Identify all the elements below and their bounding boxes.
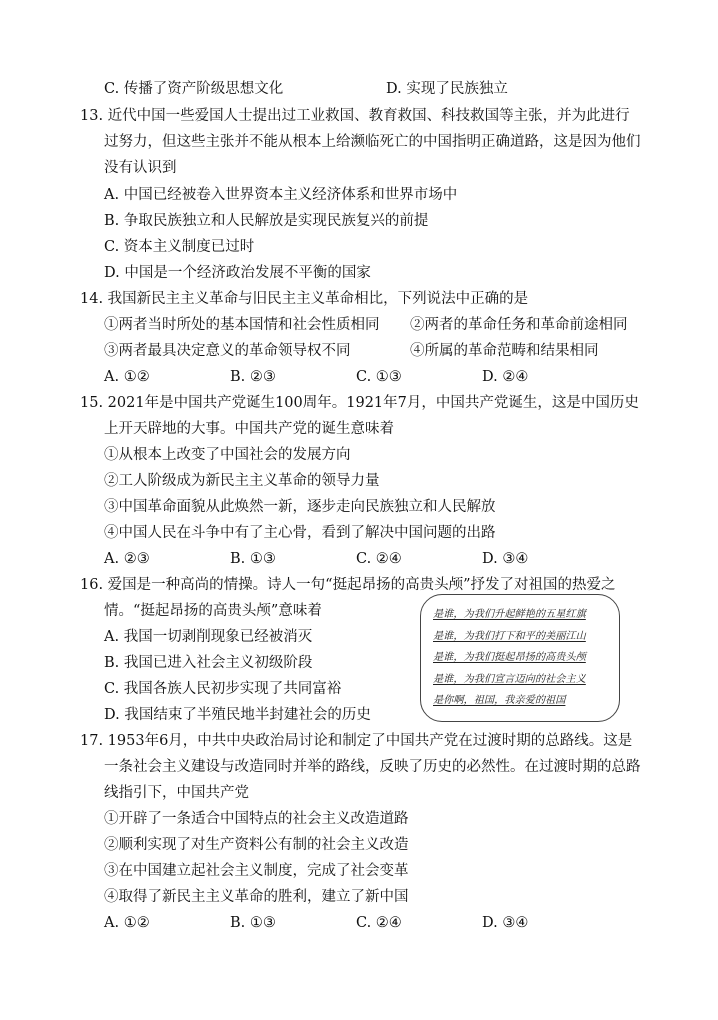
q15-choice-b: B. ①③ bbox=[230, 551, 276, 567]
q16-option-b: B. 我国已进入社会主义初级阶段 bbox=[104, 655, 313, 671]
poem-line-1: 是谁，为我们升起鲜艳的五星红旗 bbox=[433, 609, 586, 620]
q12-option-d: D. 实现了民族独立 bbox=[386, 81, 508, 97]
q14-choice-b: B. ②③ bbox=[230, 369, 276, 385]
q17-stem-line-3: 线指引下，中国共产党 bbox=[104, 785, 249, 801]
q14-stem: 14. 我国新民主主义革命与旧民主主义革命相比，下列说法中正确的是 bbox=[80, 291, 529, 307]
q15-choice-d: D. ③④ bbox=[482, 551, 529, 567]
q17-item-1: ①开辟了一条适合中国特点的社会主义改造道路 bbox=[104, 811, 409, 827]
q15-item-1: ①从根本上改变了中国社会的发展方向 bbox=[104, 447, 351, 463]
q17-item-4: ④取得了新民主主义革命的胜利，建立了新中国 bbox=[104, 889, 409, 905]
q12-option-c: C. 传播了资产阶级思想文化 bbox=[104, 81, 284, 97]
q13-option-d: D. 中国是一个经济政治发展不平衡的国家 bbox=[104, 265, 371, 281]
q15-choice-c: C. ②④ bbox=[356, 551, 402, 567]
q15-item-4: ④中国人民在斗争中有了主心骨，看到了解决中国问题的出路 bbox=[104, 525, 496, 541]
q14-choice-a: A. ①② bbox=[104, 369, 150, 385]
q13-stem-line-2: 过努力，但这些主张并不能从根本上给濒临死亡的中国指明正确道路，这是因为他们 bbox=[104, 134, 641, 150]
poem-line-3: 是谁，为我们挺起昂扬的高贵头颅 bbox=[433, 652, 586, 663]
q13-option-c: C. 资本主义制度已过时 bbox=[104, 239, 255, 255]
q15-item-3: ③中国革命面貌从此焕然一新，逐步走向民族独立和人民解放 bbox=[104, 499, 496, 515]
q17-item-3: ③在中国建立起社会主义制度，完成了社会变革 bbox=[104, 863, 409, 879]
q16-option-d: D. 我国结束了半殖民地半封建社会的历史 bbox=[104, 707, 371, 723]
q13-stem-line-1: 13. 近代中国一些爱国人士提出过工业救国、教育救国、科技救国等主张，并为此进行 bbox=[80, 108, 630, 124]
q15-stem-line-2: 上开天辟地的大事。中国共产党的诞生意味着 bbox=[104, 421, 394, 437]
q16-option-c: C. 我国各族人民初步实现了共同富裕 bbox=[104, 681, 342, 697]
poem-line-5: 是你啊，祖国，我亲爱的祖国 bbox=[433, 695, 566, 706]
q13-option-b: B. 争取民族独立和人民解放是实现民族复兴的前提 bbox=[104, 213, 429, 229]
q13-stem-line-3: 没有认识到 bbox=[104, 160, 177, 176]
q17-choice-a: A. ①② bbox=[104, 915, 150, 931]
q17-item-2: ②顺利实现了对生产资料公有制的社会主义改造 bbox=[104, 837, 409, 853]
q17-choice-d: D. ③④ bbox=[482, 915, 529, 931]
q14-choice-d: D. ②④ bbox=[482, 369, 529, 385]
q16-option-a: A. 我国一切剥削现象已经被消灭 bbox=[104, 629, 313, 645]
poem-line-4: 是谁，为我们宣言迈向的社会主义 bbox=[433, 673, 586, 685]
poem-box bbox=[420, 594, 620, 722]
q17-stem-line-2: 一条社会主义建设与改造同时并举的路线，反映了历史的必然性。在过渡时期的总路 bbox=[104, 759, 641, 775]
q14-choice-c: C. ①③ bbox=[356, 369, 402, 385]
q14-item-4: ④所属的革命范畴和结果相同 bbox=[410, 343, 599, 359]
q14-item-2: ②两者的革命任务和革命前途相同 bbox=[410, 317, 628, 333]
q14-item-1: ①两者当时所处的基本国情和社会性质相同 bbox=[104, 317, 380, 333]
q14-item-3: ③两者最具决定意义的革命领导权不同 bbox=[104, 343, 351, 359]
q17-stem-line-1: 17. 1953年6月，中共中央政治局讨论和制定了中国共产党在过渡时期的总路线。这是 bbox=[80, 733, 633, 749]
q13-option-a: A. 中国已经被卷入世界资本主义经济体系和世界市场中 bbox=[104, 187, 458, 203]
q15-choice-a: A. ②③ bbox=[104, 551, 150, 567]
q15-stem-line-1: 15. 2021年是中国共产党诞生100周年。1921年7月，中国共产党诞生，这是中国历史 bbox=[80, 395, 639, 411]
poem-line-2: 是谁，为我们打下和平的美丽江山 bbox=[433, 630, 586, 642]
q17-choice-b: B. ①③ bbox=[230, 915, 276, 931]
q17-choice-c: C. ②④ bbox=[356, 915, 402, 931]
q15-item-2: ②工人阶级成为新民主主义革命的领导力量 bbox=[104, 473, 380, 489]
q16-stem-line-2: 情。“挺起昂扬的高贵头颅”意味着 bbox=[104, 603, 322, 619]
q16-stem-line-1: 16. 爱国是一种高尚的情操。诗人一句“挺起昂扬的高贵头颅”抒发了对祖国的热爱之 bbox=[80, 577, 616, 593]
